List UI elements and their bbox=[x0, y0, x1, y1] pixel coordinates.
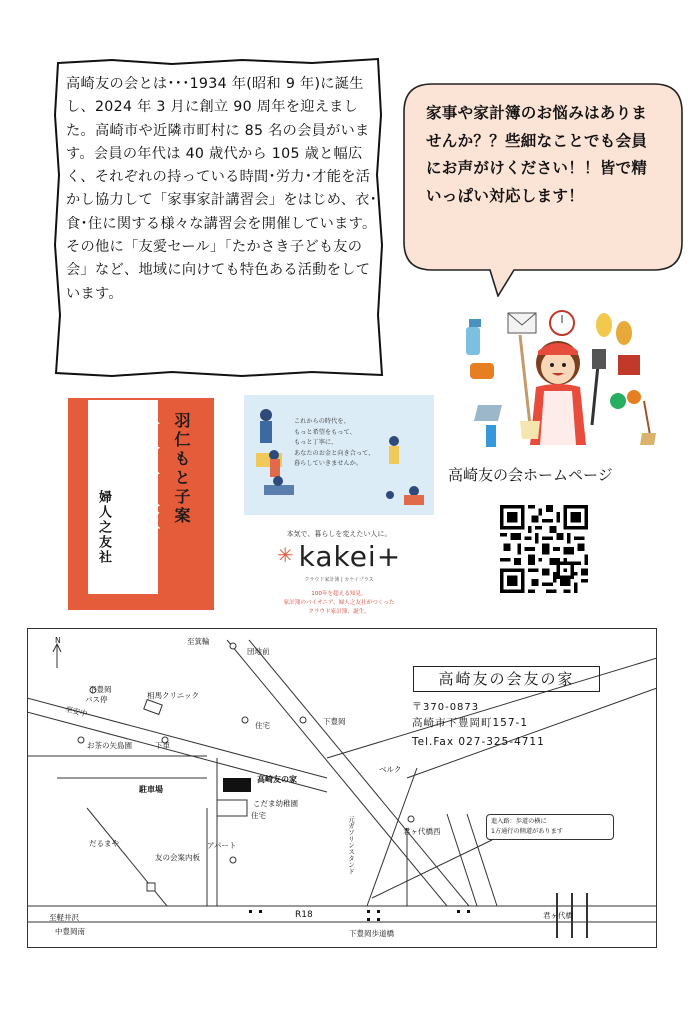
map-label: 下豊岡歩道橋 bbox=[349, 929, 394, 938]
tel-fax: Tel.Fax 027-325-4711 bbox=[412, 736, 545, 748]
vegetable-icon bbox=[610, 393, 626, 409]
kakei-copy-line: 暮らしていきませんか。 bbox=[294, 460, 363, 467]
housewife-illustration bbox=[458, 305, 658, 450]
map-label: 至軽井沢 bbox=[49, 913, 79, 922]
address: 高崎市下豊岡町157-1 bbox=[412, 717, 529, 729]
kakei-plus-logo bbox=[244, 540, 434, 573]
map-label: 相馬クリニック bbox=[147, 691, 200, 700]
kakei-plus-banner bbox=[244, 395, 434, 515]
map-label: 住宅 bbox=[255, 721, 270, 730]
kakei-promo bbox=[244, 590, 434, 617]
map-label: 下豊岡 bbox=[89, 685, 112, 694]
spray-icon bbox=[466, 327, 480, 355]
kakei-copy-line: もっと丁寧に、 bbox=[294, 439, 338, 446]
iron-icon bbox=[474, 405, 502, 421]
map-label: 元ガソリンスタンド bbox=[347, 816, 355, 875]
intro-box bbox=[52, 55, 385, 380]
map-label: バス停 bbox=[85, 695, 108, 704]
map-label: 君ヶ代橋 bbox=[543, 911, 573, 920]
map-label: 中豊岡南 bbox=[55, 927, 85, 936]
map-label: ベルク bbox=[379, 765, 402, 774]
map-label: 団地前 bbox=[247, 647, 270, 656]
north-label: N bbox=[55, 636, 61, 645]
book-author: 羽仁もと子案 bbox=[172, 412, 191, 526]
map-label: アパート bbox=[207, 841, 237, 850]
kakei-tagline: 本気で、暮らしを変えたい人に。 bbox=[286, 530, 392, 538]
kakeibo-cover bbox=[68, 398, 214, 610]
map-label: 住宅 bbox=[251, 811, 266, 820]
glove-icon bbox=[596, 313, 612, 337]
pin-icon bbox=[230, 643, 236, 649]
kakei-subtitle: クラウド家計簿 | カケイプラス bbox=[304, 577, 374, 583]
map-label: 駐車場 bbox=[139, 785, 163, 794]
map-label: 至安中 bbox=[64, 704, 89, 719]
qr-code[interactable] bbox=[500, 505, 588, 593]
kakei-copy-line: あなたのお金と向き合って、 bbox=[294, 449, 375, 457]
map-label: 至箕輪 bbox=[187, 637, 210, 646]
entrance-note-line: 1方通行の側道があります bbox=[491, 828, 563, 835]
map-label: 友の会案内板 bbox=[155, 853, 200, 862]
tomonoie-building bbox=[223, 778, 251, 792]
entrance-note bbox=[486, 814, 614, 840]
map-label: 高崎友の家 bbox=[257, 775, 297, 784]
book-year: 2025 bbox=[124, 573, 155, 587]
asterisk-icon: ✳ bbox=[276, 543, 295, 567]
intro-text: 高崎友の会とは･･･1934 年(昭和 9 年)に誕生し、2024 年 3 月に創立 90 周年を迎えました。高崎市や近隣市町村に 85 名の会員がいます。会員の年代は 40 歳代から 105 歳と幅広く、それぞれの持っている時間･労力･才能を活かし協力して「家事家計講習会」をはじめ、衣･食･住に関する様々な講習会を開催しています。その他に「友愛セール」「たかさき子ども友の会」など、地域に向けても特色ある活動をしています。 bbox=[66, 76, 378, 302]
pot-icon bbox=[470, 363, 494, 379]
bottle-icon bbox=[486, 425, 496, 447]
map-label: だるまや bbox=[89, 839, 119, 848]
map-label: 君ヶ代橋西 bbox=[403, 827, 441, 836]
homepage-label: 高崎友の会ホームページ bbox=[448, 466, 613, 484]
book-publisher: 婦人之友社 bbox=[96, 490, 111, 565]
map-label: R18 bbox=[295, 910, 313, 920]
person-icon bbox=[260, 409, 272, 421]
access-map bbox=[27, 628, 657, 948]
kakei-logo-text: kakei+ bbox=[298, 540, 402, 573]
map-label: 下豊岡 bbox=[323, 717, 346, 726]
postal-code: 〒370-0873 bbox=[412, 702, 480, 713]
book-title: 家計簿 bbox=[117, 416, 161, 542]
map-label: お茶の矢島園 bbox=[87, 741, 132, 750]
entrance-note-line: 進入路：歩道の横に bbox=[491, 818, 547, 825]
person-icon bbox=[389, 436, 399, 446]
speech-bubble-text: 家事や家計簿のお悩みはありませんか？？些細なことでも会員にお声がけください！！皆で精いっぱい対応します！ bbox=[426, 104, 648, 205]
kakei-copy-line: これからの時代を、 bbox=[294, 418, 350, 425]
kakei-promo-line: クラウド家計簿、誕生。 bbox=[308, 609, 370, 615]
map-label: 下車 bbox=[155, 741, 170, 750]
bucket-icon bbox=[618, 355, 640, 375]
map-label: こだま幼稚園 bbox=[253, 799, 298, 808]
kakei-promo-line: 100年を超える知見。 bbox=[311, 591, 367, 597]
place-title: 高崎友の会友の家 bbox=[413, 666, 600, 692]
kakei-promo-line: 家計簿のパイオニア、婦人之友社がつくった bbox=[283, 600, 395, 606]
kakei-copy-line: もっと希望をもって、 bbox=[294, 428, 356, 436]
speech-bubble bbox=[402, 82, 684, 297]
